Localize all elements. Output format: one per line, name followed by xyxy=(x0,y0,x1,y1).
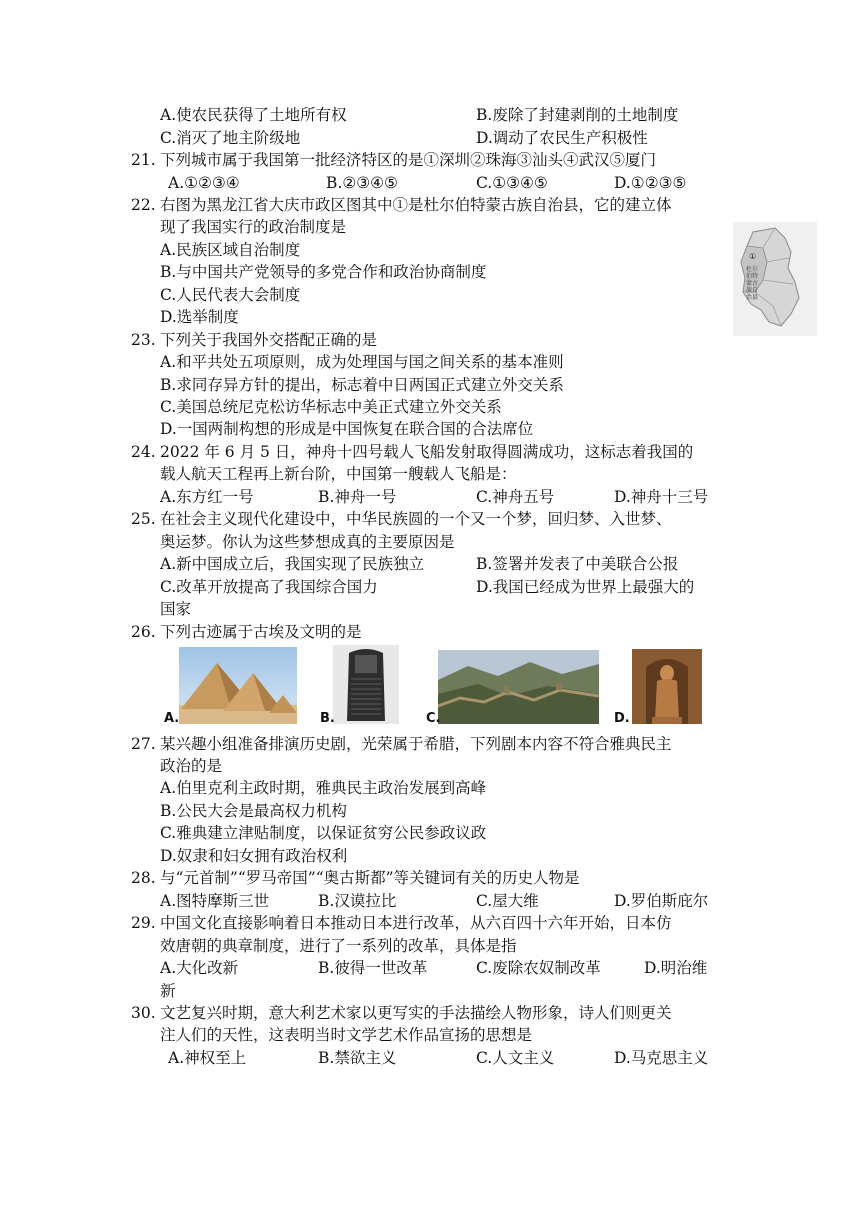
q20-option-a: A.使农民获得了土地所有权 xyxy=(160,106,347,124)
q21-option-b: B.②③④⑤ xyxy=(326,174,398,192)
q27-option-b: B.公民大会是最高权力机构 xyxy=(160,802,347,820)
q29-option-c: C.废除农奴制改革 xyxy=(476,959,601,977)
q27-number: 27. xyxy=(131,735,156,753)
q27-stem-line1: 某兴趣小组准备排演历史剧，光荣属于希腊，下列剧本内容不符合雅典民主 xyxy=(160,735,672,753)
q30-option-c: C.人文主义 xyxy=(476,1049,555,1067)
q23-option-a: A.和平共处五项原则，成为处理国与国之间关系的基本准则 xyxy=(160,353,564,371)
q21-option-d: D.①②③⑤ xyxy=(614,174,687,192)
q25-option-c: C.改革开放提高了我国综合国力 xyxy=(160,578,378,596)
q29-option-d-cont: 新 xyxy=(160,982,176,1000)
q22-option-c: C.人民代表大会制度 xyxy=(160,286,301,304)
q22-option-d: D.选举制度 xyxy=(160,308,239,326)
q22-option-a: A.民族区域自治制度 xyxy=(160,241,301,259)
buddha-statue-image xyxy=(632,649,702,724)
q29-stem-line2: 效唐朝的典章制度，进行了一系列的改革，具体是指 xyxy=(160,937,517,955)
map-label-5: 治县 xyxy=(746,294,759,301)
q28-option-b: B.汉谟拉比 xyxy=(318,892,397,910)
q20-option-c: C.消灭了地主阶级地 xyxy=(160,129,301,147)
q28-option-d: D.罗伯斯庇尔 xyxy=(614,892,709,910)
q21-number: 21. xyxy=(131,151,156,169)
q26-label-c: C. xyxy=(426,711,441,726)
q30-stem-line2: 注人们的天性，这表明当时文学艺术作品宣扬的思想是 xyxy=(160,1026,533,1044)
q20-option-d: D.调动了农民生产积极性 xyxy=(476,129,648,147)
map-label-3: 蒙古 xyxy=(746,280,759,287)
map-label-4: 族自 xyxy=(746,287,759,294)
q23-number: 23. xyxy=(131,331,156,349)
q20-option-b: B.废除了封建剥削的土地制度 xyxy=(476,106,679,124)
q28-option-c: C.屋大维 xyxy=(476,892,539,910)
q22-stem-line1: 右图为黑龙江省大庆市政区图其中①是杜尔伯特蒙古族自治县，它的建立体 xyxy=(160,196,672,214)
q26-label-b: B. xyxy=(320,711,335,726)
q25-stem-line1: 在社会主义现代化建设中，中华民族圆的一个又一个梦，回归梦、入世梦、 xyxy=(160,510,672,528)
q25-option-d-cont: 国家 xyxy=(160,600,192,618)
q24-option-a: A.东方红一号 xyxy=(160,488,254,506)
map-label-1: 杜尔 xyxy=(746,266,759,273)
q22-stem-line2: 现了我国实行的政治制度是 xyxy=(160,218,347,236)
q25-option-b: B.签署并发表了中美联合公报 xyxy=(476,555,679,573)
q22-option-b: B.与中国共产党领导的多党合作和政治协商制度 xyxy=(160,263,487,281)
daqing-district-map xyxy=(733,222,817,336)
q24-stem-line1: 2022 年 6 月 5 日，神舟十四号载人飞船发射取得圆满成功，这标志着我国的 xyxy=(160,443,694,461)
code-of-hammurabi-stele-image xyxy=(333,645,399,724)
q24-stem-line2: 载人航天工程再上新台阶，中国第一艘载人飞船是： xyxy=(160,465,517,483)
q25-option-d: D.我国已经成为世界上最强大的 xyxy=(476,578,695,596)
map-label-2: 伯特 xyxy=(746,273,759,280)
map-marker-1: ① xyxy=(749,252,757,261)
q24-option-b: B.神舟一号 xyxy=(318,488,397,506)
q26-label-d: D. xyxy=(614,711,630,726)
q23-option-c: C.美国总统尼克松访华标志中美正式建立外交关系 xyxy=(160,398,502,416)
q21-stem: 下列城市属于我国第一批经济特区的是①深圳②珠海③汕头④武汉⑤厦门 xyxy=(160,151,657,169)
q28-number: 28. xyxy=(131,869,156,887)
q27-option-d: D.奴隶和妇女拥有政治权利 xyxy=(160,847,348,865)
q26-number: 26. xyxy=(131,623,156,641)
q24-option-c: C.神舟五号 xyxy=(476,488,555,506)
q30-number: 30. xyxy=(131,1004,156,1022)
q26-stem: 下列古迹属于古埃及文明的是 xyxy=(160,623,362,641)
q24-option-d: D.神舟十三号 xyxy=(614,488,709,506)
q28-option-a: A.图特摩斯三世 xyxy=(160,892,270,910)
q29-option-d: D.明治维 xyxy=(644,959,708,977)
q27-option-a: A.伯里克利主政时期，雅典民主政治发展到高峰 xyxy=(160,779,487,797)
q28-stem: 与“元首制”“罗马帝国”“奥古斯都”等关键词有关的历史人物是 xyxy=(160,869,580,887)
q23-option-d: D.一国两制构想的形成是中国恢复在联合国的合法席位 xyxy=(160,420,534,438)
q23-option-b: B.求同存异方针的提出，标志着中日两国正式建立外交关系 xyxy=(160,376,564,394)
q29-stem-line1: 中国文化直接影响着日本推动日本进行改革，从六百四十六年开始，日本仿 xyxy=(160,914,672,932)
q27-option-c: C.雅典建立津贴制度，以保证贫穷公民参政议政 xyxy=(160,824,487,842)
pyramids-image xyxy=(179,647,297,724)
q29-number: 29. xyxy=(131,914,156,932)
q27-stem-line2: 政治的是 xyxy=(160,757,223,775)
great-wall-image xyxy=(438,650,599,724)
q23-stem: 下列关于我国外交搭配正确的是 xyxy=(160,331,378,349)
q30-option-d: D.马克思主义 xyxy=(614,1049,709,1067)
q24-number: 24. xyxy=(131,443,156,461)
q30-option-a: A.神权至上 xyxy=(168,1049,247,1067)
q25-stem-line2: 奥运梦。你认为这些梦想成真的主要原因是 xyxy=(160,533,455,551)
q29-option-a: A.大化改新 xyxy=(160,959,239,977)
q29-option-b: B.彼得一世改革 xyxy=(318,959,428,977)
q21-option-a: A.①②③④ xyxy=(168,174,240,192)
q25-option-a: A.新中国成立后，我国实现了民族独立 xyxy=(160,555,425,573)
q30-option-b: B.禁欲主义 xyxy=(318,1049,397,1067)
q22-number: 22. xyxy=(131,196,156,214)
q30-stem-line1: 文艺复兴时期，意大利艺术家以更写实的手法描绘人物形象，诗人们则更关 xyxy=(160,1004,672,1022)
q21-option-c: C.①③④⑤ xyxy=(476,174,548,192)
q26-label-a: A. xyxy=(164,711,180,726)
q25-number: 25. xyxy=(131,510,156,528)
